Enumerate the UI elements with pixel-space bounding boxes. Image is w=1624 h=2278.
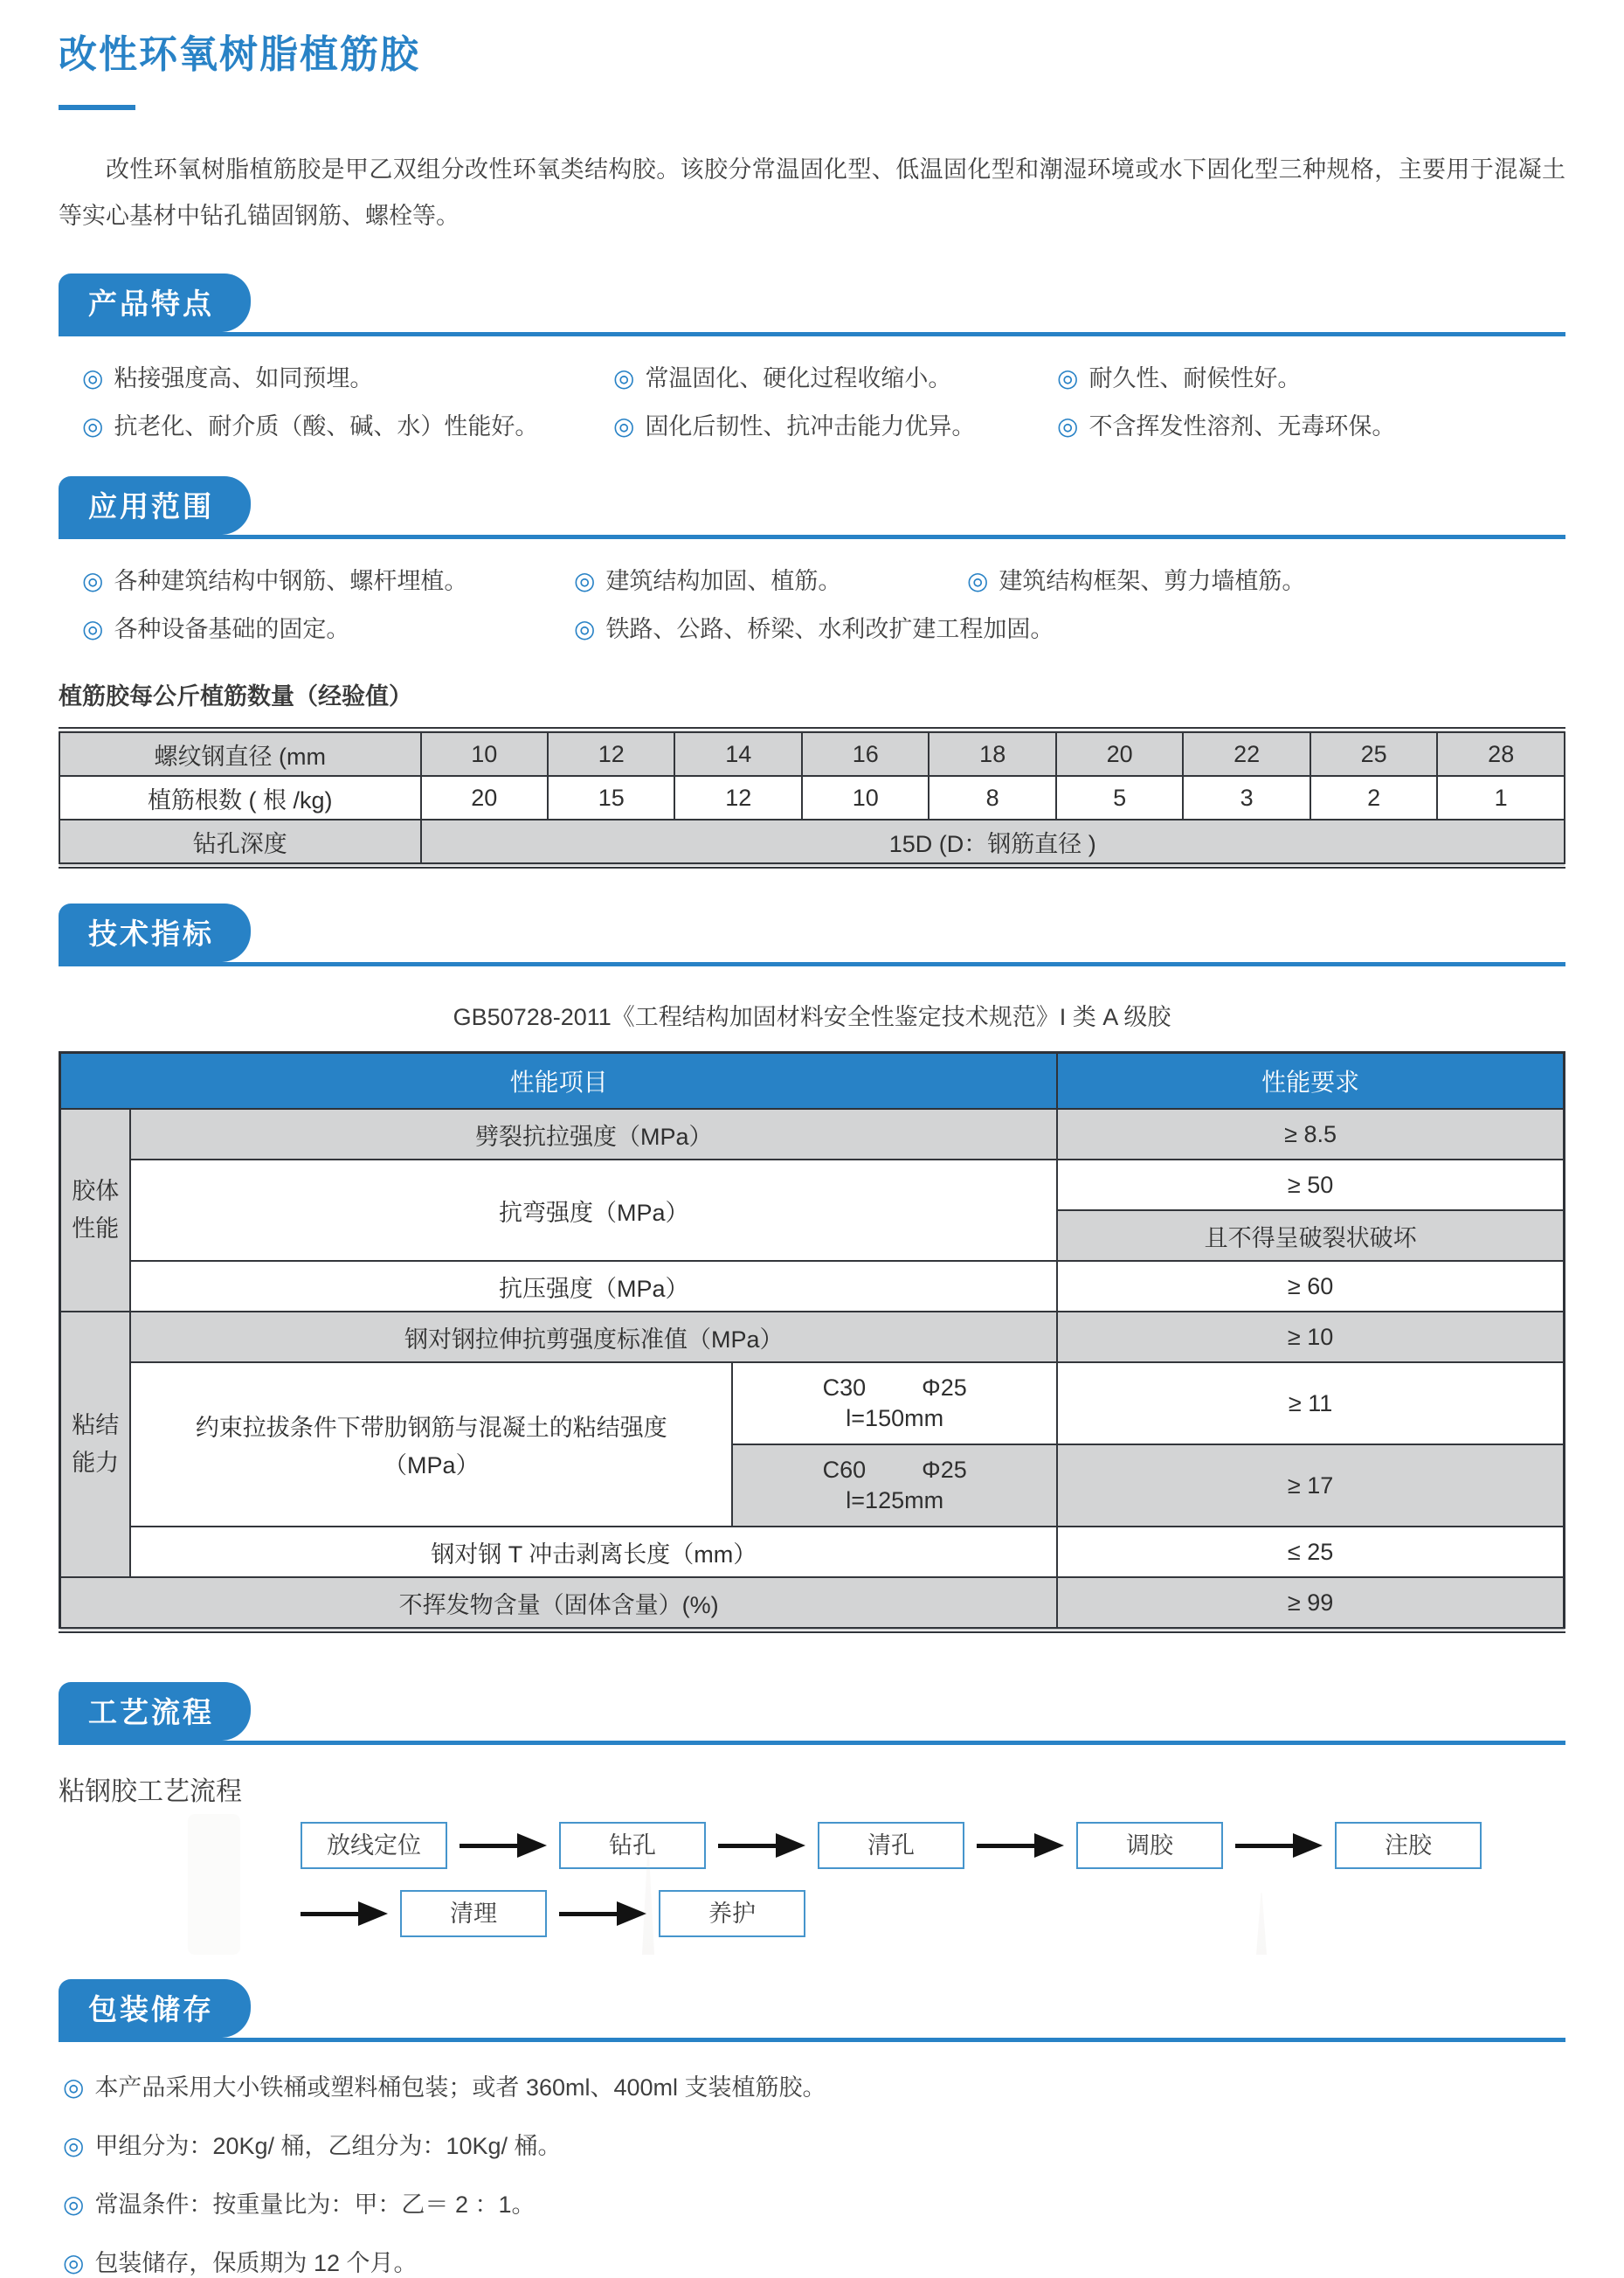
application-text: 建筑结构加固、植筋。	[605, 568, 842, 595]
application-text: 建筑结构框架、剪力墙植筋。	[999, 568, 1306, 595]
flow-step: 钻孔	[559, 1822, 706, 1869]
title-accent-dash	[59, 105, 135, 110]
arrow-right-icon	[977, 1844, 1034, 1848]
storage-text: 甲组分为：20Kg/ 桶，乙组分为：10Kg/ 桶。	[94, 2133, 562, 2160]
property-label: 钢对钢 T 冲击剥离长度（mm）	[130, 1527, 1057, 1577]
bullseye-bullet-icon: ◎	[967, 567, 989, 595]
property-label: 不挥发物含量（固体含量）(%)	[60, 1577, 1058, 1631]
table-row	[60, 1527, 1565, 1577]
section-features	[59, 273, 1565, 336]
requirement-value: 且不得呈破裂状破坏	[1057, 1210, 1564, 1261]
requirement-value: ≥ 60	[1057, 1261, 1564, 1312]
list-item	[82, 407, 613, 441]
applications-list	[59, 562, 1565, 644]
table-cell: 20	[1056, 730, 1183, 777]
requirement-value: ≥ 10	[1057, 1312, 1564, 1362]
bullseye-bullet-icon: ◎	[613, 364, 635, 392]
column-header: 性能要求	[1057, 1053, 1564, 1110]
table-cell: 22	[1183, 730, 1310, 777]
list-item	[63, 2185, 1565, 2219]
bullseye-bullet-icon: ◎	[63, 2132, 85, 2160]
flow-step: 清孔	[818, 1822, 964, 1869]
table-cell: 15	[548, 776, 674, 820]
section-rule	[59, 332, 1565, 336]
table-cell: 8	[929, 776, 1055, 820]
requirement-value: ≥ 50	[1057, 1160, 1564, 1210]
table-row	[60, 1261, 1565, 1312]
list-item	[63, 2127, 1565, 2161]
arrow-right-icon	[718, 1844, 776, 1848]
group-label-colloid: 胶体 性能	[60, 1109, 131, 1312]
table-cell: 20	[421, 776, 548, 820]
requirement-value: ≥ 99	[1057, 1577, 1564, 1631]
property-label: 抗压强度（MPa）	[130, 1261, 1057, 1312]
storage-text: 常温条件：按重量比为：甲：乙＝ 2 ：1。	[94, 2191, 536, 2219]
table-cell: 5	[1056, 776, 1183, 820]
arrow-right-icon	[1235, 1844, 1293, 1848]
list-item	[1057, 359, 1565, 393]
section-features-tab: 产品特点	[59, 273, 251, 332]
flow-step: 养护	[659, 1890, 805, 1937]
table-cell: 12	[674, 776, 801, 820]
flow-step: 放线定位	[301, 1822, 447, 1869]
table-row	[60, 1160, 1565, 1210]
table-cell: 10	[802, 776, 929, 820]
table-cell: 1	[1437, 776, 1565, 820]
property-label: 约束拉拔条件下带肋钢筋与混凝土的粘结强度 （MPa）	[130, 1362, 732, 1527]
tech-spec-table	[59, 1051, 1565, 1633]
storage-list	[59, 2068, 1565, 2278]
product-datasheet-page	[0, 23, 1624, 2278]
flow-row-2	[301, 1890, 1565, 1937]
bullseye-bullet-icon: ◎	[63, 2249, 85, 2277]
flow-step: 清理	[400, 1890, 547, 1937]
list-item	[574, 562, 967, 596]
feature-text: 不含挥发性溶剂、无毒环保。	[1088, 413, 1396, 440]
section-process-tab: 工艺流程	[59, 1682, 251, 1741]
property-label: 钢对钢拉伸抗剪强度标准值（MPa）	[130, 1312, 1057, 1362]
bullseye-bullet-icon: ◎	[82, 412, 104, 440]
section-rule	[59, 962, 1565, 966]
list-item	[613, 407, 1057, 441]
section-storage-tab: 包装储存	[59, 1979, 251, 2038]
application-text: 各种建筑结构中钢筋、螺杆埋植。	[114, 568, 468, 595]
application-text: 各种设备基础的固定。	[114, 616, 350, 643]
row-label: 螺纹钢直径 (mm	[59, 730, 421, 777]
table-row	[59, 730, 1565, 777]
list-item	[82, 562, 574, 596]
requirement-value: ≥ 11	[1057, 1362, 1564, 1444]
list-item	[82, 610, 574, 644]
table-row	[60, 1109, 1565, 1160]
property-label: 抗弯强度（MPa）	[130, 1160, 1057, 1261]
flow-step: 调胶	[1076, 1822, 1223, 1869]
list-item	[967, 562, 1565, 596]
row-label: 植筋根数 ( 根 /kg)	[59, 776, 421, 820]
section-rule	[59, 535, 1565, 539]
feature-text: 常温固化、硬化过程收缩小。	[645, 365, 952, 392]
bullseye-bullet-icon: ◎	[63, 2191, 85, 2219]
list-item	[63, 2068, 1565, 2102]
arrow-right-icon	[559, 1912, 617, 1916]
table-cell: 12	[548, 730, 674, 777]
table-cell: 15D (D：钢筋直径 )	[421, 820, 1565, 866]
row-label: 钻孔深度	[59, 820, 421, 866]
section-process	[59, 1682, 1565, 1745]
table-cell: 16	[802, 730, 929, 777]
application-text: 铁路、公路、桥梁、水利改扩建工程加固。	[605, 616, 1054, 643]
bullseye-bullet-icon: ◎	[82, 615, 104, 643]
table-row	[60, 1362, 1565, 1444]
bullseye-bullet-icon: ◎	[1057, 364, 1079, 392]
section-applications-tab: 应用范围	[59, 476, 251, 535]
table-row	[59, 776, 1565, 820]
arrow-right-icon	[301, 1912, 358, 1916]
group-label-bonding: 粘结 能力	[60, 1312, 131, 1577]
page-title: 改性环氧树脂植筋胶	[59, 33, 420, 76]
feature-text: 耐久性、耐候性好。	[1088, 365, 1302, 392]
list-item	[63, 2244, 1565, 2278]
feature-text: 固化后韧性、抗冲击能力优异。	[645, 413, 976, 440]
table-cell: 18	[929, 730, 1055, 777]
bullseye-bullet-icon: ◎	[574, 615, 596, 643]
storage-text: 包装储存，保质期为 12 个月。	[94, 2250, 418, 2277]
table-cell: 3	[1183, 776, 1310, 820]
flow-step: 注胶	[1335, 1822, 1482, 1869]
storage-text: 本产品采用大小铁桶或塑料桶包装；或者 360ml、400ml 支装植筋胶。	[94, 2074, 826, 2101]
table-row	[59, 820, 1565, 866]
intro-paragraph: 改性环氧树脂植筋胶是甲乙双组分改性环氧类结构胶。该胶分常温固化型、低温固化型和潮湿环境或水下固化型三种规格，主要用于混凝土等实心基材中钻孔锚固钢筋、螺栓等。	[59, 156, 1565, 229]
requirement-value: ≥ 17	[1057, 1444, 1564, 1527]
property-label: 劈裂抗拉强度（MPa）	[130, 1109, 1057, 1160]
feature-text: 粘接强度高、如同预埋。	[114, 365, 374, 392]
list-item	[1057, 407, 1565, 441]
bullseye-bullet-icon: ◎	[613, 412, 635, 440]
section-tech-tab: 技术指标	[59, 904, 251, 962]
section-storage	[59, 1979, 1565, 2042]
list-item	[613, 359, 1057, 393]
table-cell: 2	[1310, 776, 1437, 820]
flow-subtitle: 粘钢胶工艺流程	[59, 1777, 242, 1807]
rebar-table-caption: 植筋胶每公斤植筋数量（经验值）	[59, 683, 412, 710]
table-row	[60, 1312, 1565, 1362]
rebar-count-table	[59, 727, 1565, 869]
requirement-value: ≤ 25	[1057, 1527, 1564, 1577]
list-item	[574, 610, 1054, 644]
column-header: 性能项目	[60, 1053, 1058, 1110]
test-condition: C60 Φ25 l=125mm	[732, 1444, 1057, 1527]
section-rule	[59, 2038, 1565, 2042]
section-rule	[59, 1741, 1565, 1745]
feature-text: 抗老化、耐介质（酸、碱、水）性能好。	[114, 413, 539, 440]
table-cell: 14	[674, 730, 801, 777]
list-item	[82, 359, 613, 393]
bullseye-bullet-icon: ◎	[1057, 412, 1079, 440]
bullseye-bullet-icon: ◎	[82, 567, 104, 595]
features-list	[59, 359, 1565, 441]
table-cell: 25	[1310, 730, 1437, 777]
table-cell: 28	[1437, 730, 1565, 777]
section-tech	[59, 904, 1565, 966]
table-header-row	[60, 1053, 1565, 1110]
bullseye-bullet-icon: ◎	[63, 2074, 85, 2101]
bullseye-bullet-icon: ◎	[82, 364, 104, 392]
requirement-value: ≥ 8.5	[1057, 1109, 1564, 1160]
table-row	[60, 1577, 1565, 1631]
bullseye-bullet-icon: ◎	[574, 567, 596, 595]
test-condition: C30 Φ25 l=150mm	[732, 1362, 1057, 1444]
arrow-right-icon	[460, 1844, 517, 1848]
standard-reference: GB50728-2011《工程结构加固材料安全性鉴定技术规范》I 类 A 级胶	[453, 1004, 1171, 1031]
flow-row-1	[301, 1822, 1565, 1869]
section-applications	[59, 476, 1565, 539]
table-cell: 10	[421, 730, 548, 777]
